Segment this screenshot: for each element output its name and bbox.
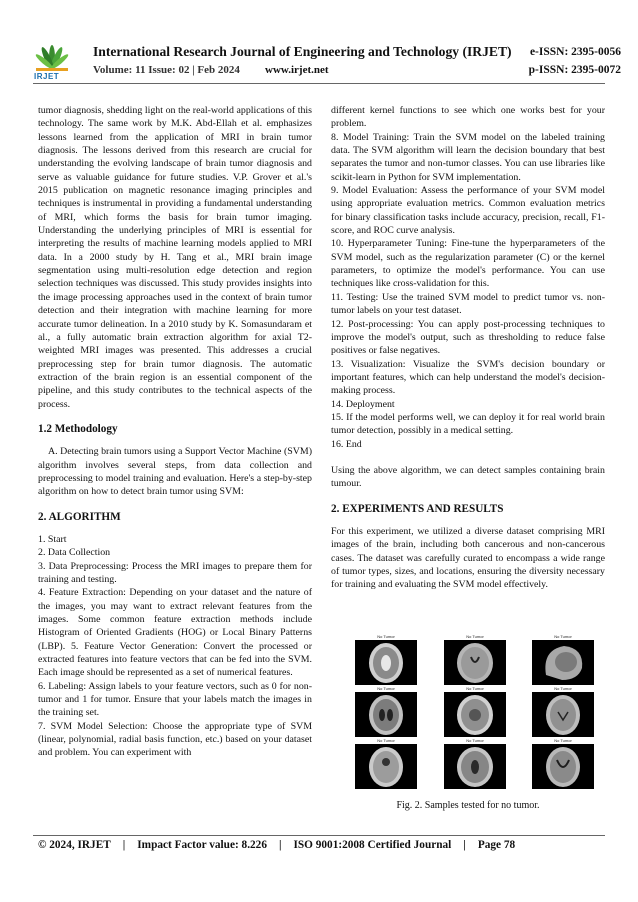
mri-sample-grid xyxy=(355,635,595,790)
mri-thumbnail: No Tumor xyxy=(444,744,506,789)
mri-thumbnail: No Tumor xyxy=(355,692,417,737)
algorithm-step: 2. Data Collection xyxy=(38,547,111,559)
algorithm-step: 4. Feature Extraction: Depending on your dataset and the nature of the images, you may want to extract relevant features from the images. Some common feature extraction methods include Histogram of Oriented Gradients (HOG) or Local Binary Patterns (LBP). 5. Feature Vector Generation: Convert the processed or extracted features into feature vectors that can be fed into the SVM. Each image should be represented as a set of numerical features. xyxy=(38,587,312,679)
algorithm-step: 14. Deployment xyxy=(331,398,395,410)
algorithm-step: 9. Model Evaluation: Assess the performance of your SVM model using appropriate evaluation metrics. Common evaluation metrics for binary classification tasks include accuracy, precision, recall, F1-score, and ROC curve analysis. xyxy=(331,185,605,237)
mri-thumbnail: No Tumor xyxy=(532,692,594,737)
mri-thumbnail: No Tumor xyxy=(444,692,506,737)
algorithm-step: different kernel functions to see which one works best for your problem. xyxy=(331,105,605,130)
body-paragraph: Using the above algorithm, we can detect samples containing brain tumour. xyxy=(331,464,605,490)
website-link[interactable]: www.irjet.net xyxy=(265,64,329,76)
algorithm-step: 12. Post-processing: You can apply post-processing techniques to improve the model's output, such as thresholding to reduce false positives or false negatives. xyxy=(331,318,605,357)
page-header xyxy=(0,0,638,82)
algorithm-step: 16. End xyxy=(331,438,362,450)
mri-thumbnail: No Tumor xyxy=(532,640,594,685)
impact-factor: Impact Factor value: 8.226 xyxy=(137,839,267,851)
mri-thumbnail: No Tumor xyxy=(355,640,417,685)
pissn: p-ISSN: 2395-0072 xyxy=(528,64,621,76)
algorithm-step: 7. SVM Model Selection: Choose the appropriate type of SVM (linear, polynomial, radial basis function, etc.) based on your dataset and problem. You can experiment with xyxy=(38,720,312,759)
algorithm-step: 13. Visualization: Visualize the SVM's decision boundary or important features, which can help understand the model's decision-making process. xyxy=(331,358,605,397)
header-divider xyxy=(33,83,605,84)
figure-caption: Fig. 2. Samples tested for no tumor. xyxy=(396,800,540,811)
mri-thumbnail: No Tumor xyxy=(444,640,506,685)
body-paragraph: tumor diagnosis, shedding light on the real-world applications of this technology. The same work by M.K. Abd-Ellah et al. emphasizes lessons learned from the application of MRI in brain tumor diagnosis. The lessons derived from this research are crucial for understanding the evolving landscape of brain tumor diagnosis and serve as valuable guidance for future studies. V.P. Grover et al.'s 2015 publication on magnetic resonance imaging principles and techniques is instrumental in providing a fundamental understanding of MRI, which forms the basis for brain tumor imaging. Understanding the underlying principles of MRI is essential for interpreting the results of machine learning models applied to MRI data. In a 2000 study by H. Tang et al., MRI brain image segmentation using multi-resolution edge detection and region selection techniques was discussed. This study provides insights into the image processing approaches used in the context of brain tumor detection and their integration with machine learning for more accurate tumor delineation. In a 2010 study by K. Somasundaram et al., a fully automatic brain extraction algorithm for axial T2-weighted MRI images was presented. This addresses a crucial preprocessing step for brain tumor diagnosis. The automatic extraction of the brain region is an essential component of the pipeline, and this study contributes to the technical aspects of the process. xyxy=(38,105,312,410)
mri-thumbnail: No Tumor xyxy=(532,744,594,789)
right-column xyxy=(331,104,605,592)
copyright: © 2024, IRJET xyxy=(38,839,111,851)
mri-thumbnail: No Tumor xyxy=(355,744,417,789)
volume-issue: Volume: 11 Issue: 02 | Feb 2024 xyxy=(93,64,240,76)
eissn: e-ISSN: 2395-0056 xyxy=(529,46,621,58)
page-number: Page 78 xyxy=(477,839,516,851)
algorithm-step: 11. Testing: Use the trained SVM model to predict tumor vs. non-tumor labels on your test dataset. xyxy=(331,291,605,317)
algorithm-step: 6. Labeling: Assign labels to your feature vectors, such as 0 for non-tumor and 1 for tumor. Ensure that your labels match the images in the training set. xyxy=(38,680,312,719)
algorithm-step: 8. Model Training: Train the SVM model on the labeled training data. The SVM algorithm will learn the decision boundary that best separates the tumor and non-tumor classes. You can use libraries like scikit-learn in Python for SVM implementation. xyxy=(331,131,605,183)
algorithm-step: 10. Hyperparameter Tuning: Fine-tune the hyperparameters of the SVM model, such as the regularization parameter (C) or the kernel parameters, to optimize the model's performance. You can use techniques like cross-validation for this. xyxy=(331,238,605,290)
body-paragraph: A. Detecting brain tumors using a Support Vector Machine (SVM) algorithm involves several steps, from data collection and preprocessing to model training and evaluation. Here's a step-by-step algorithm on how to detect brain tumor using SVM: xyxy=(38,446,312,498)
section-heading-algorithm: 2. ALGORITHM xyxy=(38,510,121,523)
left-column xyxy=(38,104,312,760)
algorithm-step: 15. If the model performs well, we can deploy it for real world brain tumor detection, possibly in a medical setting. xyxy=(331,411,605,437)
section-heading-experiments: 2. EXPERIMENTS AND RESULTS xyxy=(331,502,504,515)
journal-title: International Research Journal of Engineering and Technology (IRJET) xyxy=(93,44,512,59)
footer-divider xyxy=(33,835,605,836)
page-footer: © 2024, IRJET | Impact Factor value: 8.226 | ISO 9001:2008 Certified Journal | Page 78 xyxy=(38,839,516,851)
algorithm-step: 3. Data Preprocessing: Process the MRI images to prepare them for training and testing. xyxy=(38,560,312,585)
logo-text: IRJET xyxy=(34,72,60,81)
body-paragraph: For this experiment, we utilized a diverse dataset comprising MRI images of the brain, including both cancerous and non-cancerous cases. The dataset was carefully curated to encompass a wide range of tumor types, sizes, and locations, ensuring the diversity necessary for training and evaluating the SVM model effectively. xyxy=(331,525,605,591)
algorithm-step: 1. Start xyxy=(38,533,67,545)
iso-certification: ISO 9001:2008 Certified Journal xyxy=(293,839,452,851)
section-heading-methodology: 1.2 Methodology xyxy=(38,422,118,435)
